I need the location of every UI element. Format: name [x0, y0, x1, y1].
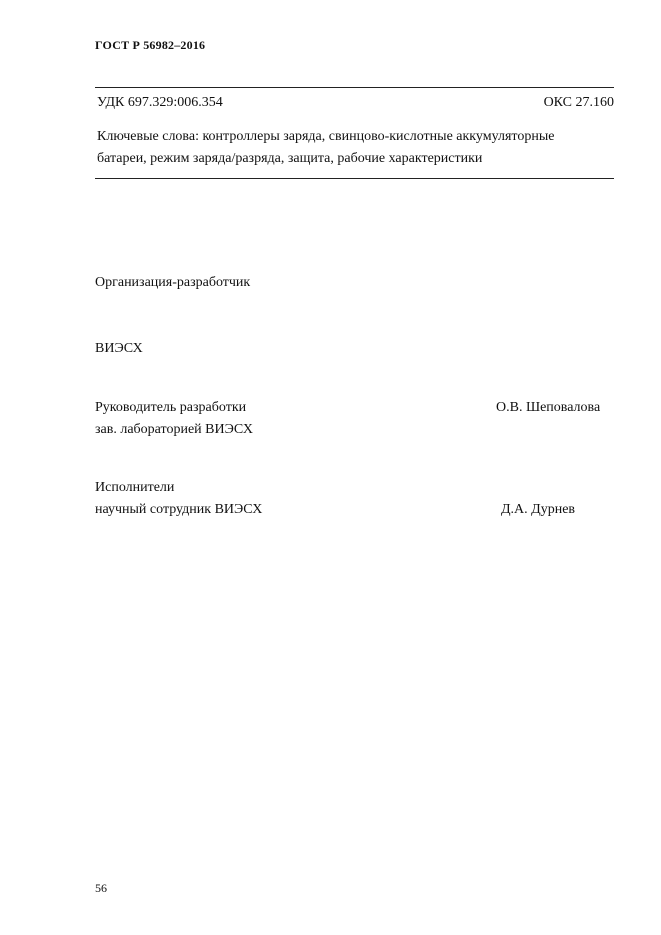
keywords-block [97, 126, 615, 170]
keywords-line-1: Ключевые слова: контроллеры заряда, свинцово-кислотные аккумуляторные [97, 129, 555, 144]
developer-organization: ВИЭСХ [95, 341, 143, 356]
developer-label: Организация-разработчик [95, 275, 251, 290]
page-number: 56 [95, 881, 107, 895]
bottom-rule [95, 178, 614, 179]
executors-label: Исполнители [95, 480, 175, 495]
executor-name: Д.А. Дурнев [501, 502, 576, 517]
executor-position: научный сотрудник ВИЭСХ [95, 502, 263, 517]
top-rule [95, 87, 614, 88]
head-name: О.В. Шеповалова [496, 400, 601, 415]
udk-code: УДК 697.329:006.354 [97, 95, 223, 110]
keywords-line-2: батареи, режим заряда/разряда, защита, рабочие характеристики [97, 151, 483, 166]
oks-code: ОКС 27.160 [543, 95, 614, 110]
document-header: ГОСТ Р 56982–2016 [95, 38, 206, 52]
head-role: Руководитель разработки [95, 400, 247, 415]
head-position: зав. лабораторией ВИЭСХ [95, 422, 253, 437]
